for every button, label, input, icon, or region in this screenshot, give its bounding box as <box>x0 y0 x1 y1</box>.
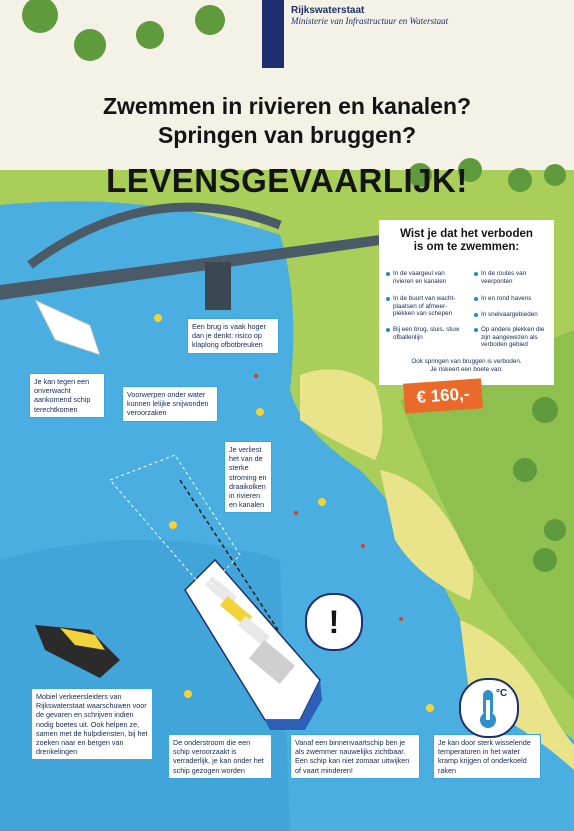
info-item: In en rond havens <box>473 295 551 303</box>
brand-block <box>291 5 448 27</box>
thermometer-icon <box>459 678 519 738</box>
info-item: In de vaargeul van rivieren en kanalen <box>385 270 463 285</box>
bridge-pier <box>205 262 231 310</box>
info-item: In de buurt van wacht-plaatsen of afmeer-plekken van schepen <box>385 295 463 318</box>
note-bridge: Een brug is vaak hoger dan je denkt: risico op klaplong ofbotbreuken <box>187 318 279 354</box>
info-item: Bij een brug, sluis, stuw ofballenlijn <box>385 326 463 341</box>
note-patrol: Mobiel verkeersleiders van Rijkswaterstaat waarschuwen voor de gevaren en schrijven indien nodig boetes uit. Ook helpen ze, samen met de hulpdiensten, bij het zoeken naar en bergen van drenkelingen <box>31 688 153 760</box>
temp-unit-label: °C <box>496 688 508 699</box>
warning-icon: ! <box>305 593 363 651</box>
info-heading <box>379 228 554 254</box>
info-footer-1: Ook springen van bruggen is verboden. <box>411 358 522 365</box>
info-box <box>379 220 554 385</box>
note-undertow: De onderstroom die een schip veroorzaakt is verraderlijk, je kan onder het schip gezogen worden <box>168 734 272 779</box>
note-visibility: Vanaf een binnenvaartschip ben je als zwemmer nauwelijks zichtbaar. Een schip kan niet zomaar uitwijken of vaart minderen! <box>290 734 420 779</box>
thermometer-glyph <box>461 680 517 736</box>
logo-bar <box>262 0 284 68</box>
note-temperature: Je kan door sterk wisselende temperaturen in het water kramp krijgen of onderkoeld raken <box>433 734 541 779</box>
info-item: In de routes van veerponten <box>473 270 551 285</box>
title-main: LEVENSGEVAARLIJK! <box>106 162 468 199</box>
info-item: In snelvaargebieden <box>473 311 551 319</box>
org-name: Rijkswaterstaat <box>291 5 365 16</box>
ministry-name: Ministerie van Infrastructuur en Waterstaat <box>291 16 449 26</box>
info-item: Op andere plekken die zijn aangewezen als verboden gebied <box>473 326 551 349</box>
info-footer-2: Je riskeert een boete van: <box>430 366 503 373</box>
title-line-2: Springen van bruggen? <box>157 122 417 148</box>
note-boat: Je kan tegen een onverwacht aankomend schip terechtkomen <box>29 373 105 418</box>
fine-badge: € 160,- <box>403 378 483 413</box>
note-objects: Voorwerpen onder water kunnen lelijke snijwonden veroorzaken <box>122 386 218 422</box>
note-current: Je verliest het van de sterke stroming en draaikolken in rivieren en kanalen <box>224 441 272 513</box>
info-heading-line-1: Wist je dat het verboden <box>400 228 533 240</box>
info-heading-line-2: is om te zwemmen: <box>413 241 520 253</box>
title-line-1: Zwemmen in rivieren en kanalen? <box>102 93 472 119</box>
